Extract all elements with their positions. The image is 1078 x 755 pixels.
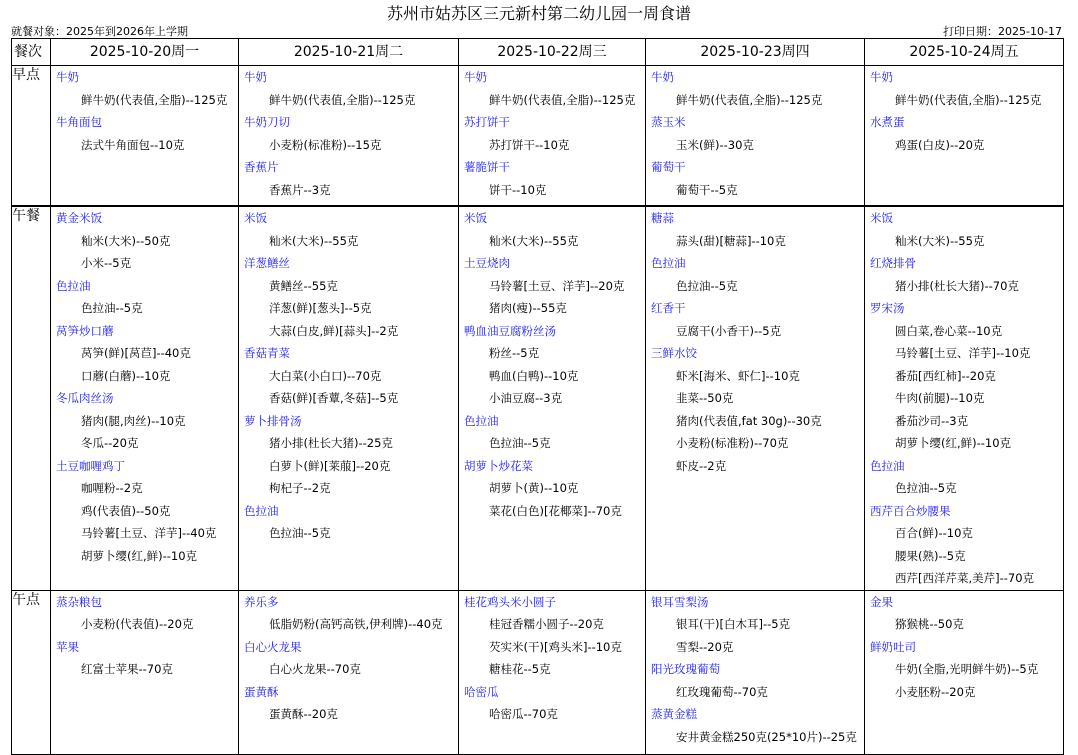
ingredient-line: 小麦粉(代表值)--20克 <box>81 617 194 631</box>
ingredient-line: 鸭血(白鸭)--10克 <box>489 368 579 383</box>
menu-cell <box>646 590 865 754</box>
meal-label: 午餐 <box>12 206 51 590</box>
ingredient-line: 黄鳝丝--55克 <box>269 278 338 293</box>
dish-name: 水煮蛋 <box>870 115 905 129</box>
ingredient-line: 大白菜(小白口)--70克 <box>269 368 382 383</box>
day-header: 2025-10-22周三 <box>459 39 646 66</box>
ingredient-line: 籼米(大米)--55克 <box>489 233 579 248</box>
dish-name: 洋葱鳝丝 <box>244 256 290 270</box>
dish-name: 牛奶刀切 <box>244 115 290 129</box>
ingredient-line: 蒜头(甜)[糖蒜]--10克 <box>676 233 786 248</box>
ingredient-line: 色拉油--5克 <box>489 436 551 450</box>
ingredient-line: 小麦胚粉--20克 <box>895 684 976 699</box>
ingredient-line: 咖喱粉--2克 <box>81 481 143 495</box>
ingredient-line: 大蒜(白皮,鲜)[蒜头]--2克 <box>269 323 399 338</box>
ingredient-line: 哈密瓜--70克 <box>489 707 558 721</box>
dish-name: 黄金米饭 <box>56 211 102 225</box>
ingredient-line: 饼干--10克 <box>489 182 547 197</box>
ingredient-line: 蛋黄酥--20克 <box>269 707 338 721</box>
ingredient-line: 韭菜--50克 <box>676 391 734 405</box>
ingredient-line: 安井黄金糕250克(25*10片)--25克 <box>676 729 857 744</box>
dish-name: 哈密瓜 <box>464 684 499 699</box>
ingredient-line: 猪肉(代表值,fat 30g)--30克 <box>676 413 822 428</box>
ingredient-line: 法式牛角面包--10克 <box>81 137 185 152</box>
ingredient-line: 玉米(鲜)--30克 <box>676 137 754 152</box>
weekly-menu-table <box>11 38 1064 755</box>
dish-name: 金果 <box>870 594 893 609</box>
menu-cell <box>646 206 865 590</box>
dish-name: 牛奶 <box>870 70 893 84</box>
ingredient-line: 鲜牛奶(代表值,全脂)--125克 <box>489 92 636 107</box>
dish-name: 牛奶 <box>651 70 674 84</box>
menu-cell <box>51 206 239 590</box>
ingredient-line: 粉丝--5克 <box>489 346 540 360</box>
menu-cell <box>51 590 239 754</box>
meal-row-lunch <box>12 206 1064 590</box>
day-header: 2025-10-21周二 <box>239 39 459 66</box>
ingredient-line: 番茄[西红柿]--20克 <box>895 368 996 383</box>
ingredient-line: 胡萝卜缨(红,鲜)--10克 <box>895 436 1012 450</box>
menu-cell <box>239 66 459 207</box>
ingredient-line: 鸡蛋(白皮)--20克 <box>895 137 985 152</box>
ingredient-line: 口蘑(白蘑)--10克 <box>81 368 171 383</box>
ingredient-line: 银耳(干)[白木耳]--5克 <box>676 617 791 631</box>
ingredient-line: 雪梨--20克 <box>676 639 734 654</box>
ingredient-line: 红玫瑰葡萄--70克 <box>676 684 768 699</box>
dish-name: 蒸玉米 <box>651 115 686 129</box>
dish-name: 薯脆饼干 <box>464 160 510 174</box>
header-row <box>12 39 1064 66</box>
dish-name: 白心火龙果 <box>244 639 302 654</box>
target-audience: 就餐对象：2025年到2026年上学期 <box>11 25 188 38</box>
menu-cell <box>646 66 865 207</box>
print-date: 打印日期：2025-10-17 <box>943 25 1062 38</box>
ingredient-line: 猪小排(杜长大猪)--25克 <box>269 436 393 450</box>
ingredient-line: 猕猴桃--50克 <box>895 617 964 631</box>
dish-name: 鸭血油豆腐粉丝汤 <box>464 323 556 338</box>
ingredient-line: 腰果(熟)--5克 <box>895 548 966 563</box>
menu-cell <box>459 590 646 754</box>
dish-name: 蒸黄金糕 <box>651 707 697 721</box>
menu-cell <box>865 66 1064 207</box>
day-header: 2025-10-24周五 <box>865 39 1064 66</box>
menu-cell <box>239 590 459 754</box>
ingredient-line: 小麦粉(标准粉)--15克 <box>269 137 382 152</box>
ingredient-line: 葡萄干--5克 <box>676 182 738 197</box>
ingredient-line: 莴笋(鲜)[莴苣]--40克 <box>81 346 191 360</box>
ingredient-line: 鲜牛奶(代表值,全脂)--125克 <box>895 92 1042 107</box>
ingredient-line: 胡萝卜缨(红,鲜)--10克 <box>81 548 198 563</box>
ingredient-line: 牛奶(全脂,光明鲜牛奶)--5克 <box>895 662 1039 676</box>
ingredient-line: 小米--5克 <box>81 256 132 270</box>
ingredient-line: 糖桂花--5克 <box>489 662 551 676</box>
dish-name: 色拉油 <box>464 413 499 428</box>
ingredient-line: 小麦粉(标准粉)--70克 <box>676 436 789 450</box>
ingredient-line: 西芹[西洋芹菜,美芹]--70克 <box>895 571 1035 585</box>
dish-name: 蛋黄酥 <box>244 684 279 699</box>
ingredient-line: 小油豆腐--3克 <box>489 391 563 405</box>
ingredient-line: 猪肉(瘦)--55克 <box>489 301 567 315</box>
dish-name: 色拉油 <box>651 256 686 270</box>
dish-name: 萝卜排骨汤 <box>244 413 302 428</box>
ingredient-line: 低脂奶粉(高钙高铁,伊利牌)--40克 <box>269 617 443 631</box>
ingredient-line: 籼米(大米)--55克 <box>895 233 985 248</box>
dish-name: 牛奶 <box>464 70 487 84</box>
ingredient-line: 猪小排(杜长大猪)--70克 <box>895 278 1019 293</box>
meal-row-afternoon-snack <box>12 590 1064 754</box>
dish-name: 桂花鸡头米小圆子 <box>464 594 556 609</box>
menu-cell <box>459 66 646 207</box>
ingredient-line: 豆腐干(小香干)--5克 <box>676 323 782 338</box>
dish-name: 西芹百合炒腰果 <box>870 503 951 518</box>
dish-name: 葡萄干 <box>651 160 686 174</box>
ingredient-line: 鲜牛奶(代表值,全脂)--125克 <box>269 92 416 107</box>
ingredient-line: 苏打饼干--10克 <box>489 137 570 152</box>
ingredient-line: 牛肉(前腿)--10克 <box>895 391 985 405</box>
day-header: 2025-10-20周一 <box>51 39 239 66</box>
day-header: 2025-10-23周四 <box>646 39 865 66</box>
menu-cell <box>865 206 1064 590</box>
ingredient-line: 鲜牛奶(代表值,全脂)--125克 <box>676 92 823 107</box>
ingredient-line: 鸡(代表值)--50克 <box>81 503 171 518</box>
ingredient-line: 猪肉(腿,肉丝)--10克 <box>81 413 186 428</box>
dish-name: 色拉油 <box>56 278 91 293</box>
ingredient-line: 马铃薯[土豆、洋芋]--20克 <box>489 278 625 293</box>
ingredient-line: 色拉油--5克 <box>895 481 957 495</box>
dish-name: 罗宋汤 <box>870 301 905 315</box>
ingredient-line: 香菇(鲜)[香蕈,冬菇]--5克 <box>269 391 399 405</box>
ingredient-line: 芡实米(干)[鸡头米]--10克 <box>489 639 622 654</box>
ingredient-line: 桂冠香糯小圆子--20克 <box>489 617 604 631</box>
dish-name: 土豆烧肉 <box>464 256 510 270</box>
dish-name: 香菇青菜 <box>244 346 290 360</box>
menu-cell <box>51 66 239 207</box>
ingredient-line: 冬瓜--20克 <box>81 436 139 450</box>
menu-cell <box>239 206 459 590</box>
dish-name: 米饭 <box>464 211 487 225</box>
menu-cell <box>459 206 646 590</box>
ingredient-line: 香蕉片--3克 <box>269 182 331 197</box>
dish-name: 蒸杂粮包 <box>56 594 102 609</box>
dish-name: 胡萝卜炒花菜 <box>464 458 533 473</box>
dish-name: 香蕉片 <box>244 160 279 174</box>
ingredient-line: 虾米[海米、虾仁]--10克 <box>676 368 800 383</box>
ingredient-line: 籼米(大米)--50克 <box>81 233 171 248</box>
ingredient-line: 洋葱(鲜)[葱头]--5克 <box>269 301 372 315</box>
dish-name: 米饭 <box>244 211 267 225</box>
dish-name: 鲜奶吐司 <box>870 639 916 654</box>
dish-name: 米饭 <box>870 211 893 225</box>
dish-name: 三鲜水饺 <box>651 346 697 360</box>
ingredient-line: 籼米(大米)--55克 <box>269 233 359 248</box>
ingredient-line: 菜花(白色)[花椰菜]--70克 <box>489 503 622 518</box>
ingredient-line: 白萝卜(鲜)[莱菔]--20克 <box>269 458 391 473</box>
dish-name: 红香干 <box>651 301 686 315</box>
dish-name: 牛奶 <box>56 70 79 84</box>
dish-name: 红烧排骨 <box>870 256 916 270</box>
ingredient-line: 色拉油--5克 <box>676 278 738 293</box>
dish-name: 牛角面包 <box>56 115 102 129</box>
ingredient-line: 枸杞子--2克 <box>269 481 331 495</box>
dish-name: 土豆咖喱鸡丁 <box>56 458 125 473</box>
page-title: 苏州市姑苏区三元新村第二幼儿园一周食谱 <box>386 4 691 23</box>
ingredient-line: 百合(鲜)--10克 <box>895 526 973 540</box>
ingredient-line: 圆白菜,卷心菜--10克 <box>895 323 1003 338</box>
dish-name: 色拉油 <box>870 458 905 473</box>
dish-name: 牛奶 <box>244 70 267 84</box>
ingredient-line: 色拉油--5克 <box>81 301 143 315</box>
dish-name: 苹果 <box>56 639 79 654</box>
ingredient-line: 番茄沙司--3克 <box>895 413 969 428</box>
dish-name: 养乐多 <box>244 594 279 609</box>
dish-name: 苏打饼干 <box>464 115 510 129</box>
ingredient-line: 马铃薯[土豆、洋芋]--40克 <box>81 526 217 540</box>
dish-name: 莴笋炒口蘑 <box>56 323 114 338</box>
dish-name: 阳光玫瑰葡萄 <box>651 662 720 676</box>
meal-row-breakfast <box>12 66 1064 207</box>
meal-label: 早点 <box>12 66 51 207</box>
ingredient-line: 虾皮--2克 <box>676 458 727 473</box>
menu-cell <box>865 590 1064 754</box>
dish-name: 糖蒜 <box>651 211 674 225</box>
dish-name: 银耳雪梨汤 <box>651 594 709 609</box>
corner-label: 餐次 <box>12 39 51 66</box>
ingredient-line: 红富士苹果--70克 <box>81 662 173 676</box>
meal-label: 午点 <box>12 590 51 754</box>
ingredient-line: 白心火龙果--70克 <box>269 662 361 676</box>
ingredient-line: 鲜牛奶(代表值,全脂)--125克 <box>81 92 228 107</box>
dish-name: 冬瓜肉丝汤 <box>56 391 114 405</box>
ingredient-line: 色拉油--5克 <box>269 526 331 540</box>
ingredient-line: 胡萝卜(黄)--10克 <box>489 481 579 495</box>
ingredient-line: 马铃薯[土豆、洋芋]--10克 <box>895 346 1031 360</box>
dish-name: 色拉油 <box>244 503 279 518</box>
